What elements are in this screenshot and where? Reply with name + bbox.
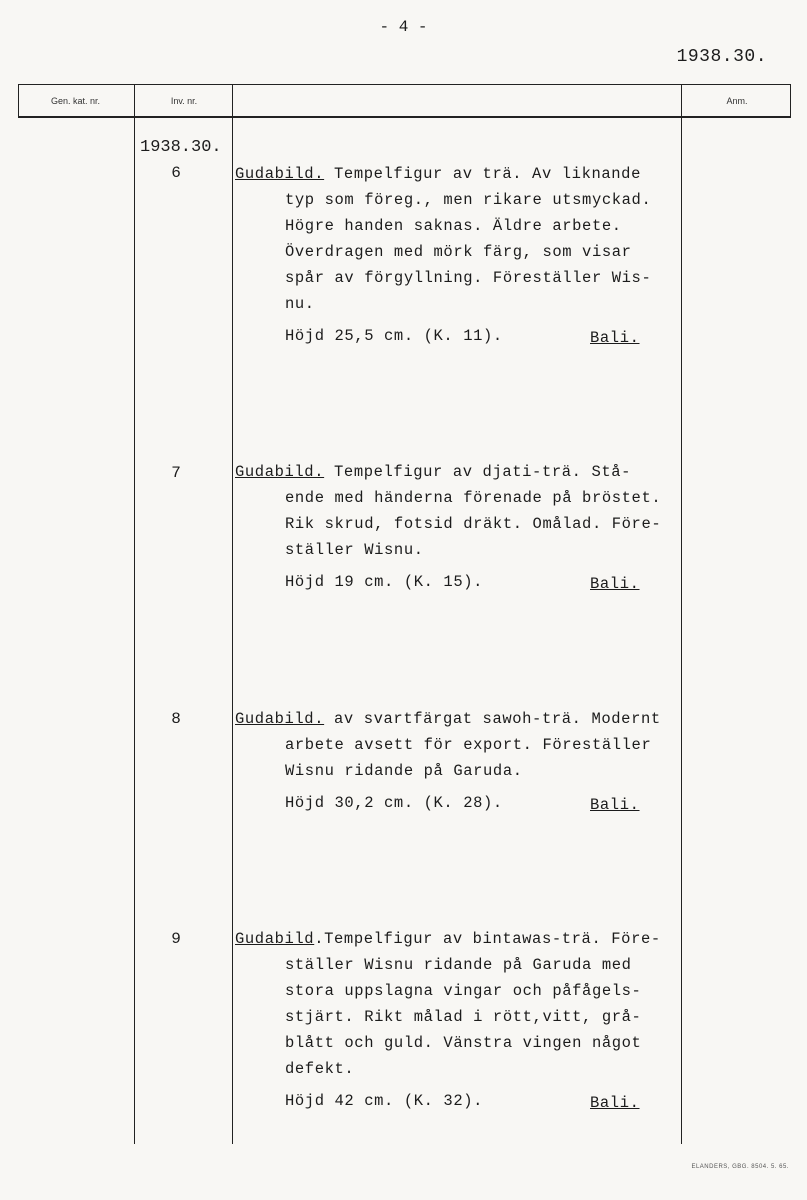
entry-first-line xyxy=(235,926,675,952)
entry-text-line: Högre handen saknas. Äldre arbete. xyxy=(285,217,622,235)
header-reference: 1938.30. xyxy=(676,47,767,67)
entry-first-line xyxy=(235,459,675,485)
entry-origin: Bali. xyxy=(590,1094,640,1112)
header-gen-kat-nr: Gen. kat. nr. xyxy=(50,96,101,106)
dimensions-text: Höjd 19 cm. (K. 15). xyxy=(285,573,484,591)
entry-text-line: ställer Wisnu ridande på Garuda med xyxy=(285,956,632,974)
entry-text-line: Tempelfigur av djati-trä. Stå- xyxy=(324,463,632,481)
catalog-entry-6 xyxy=(235,161,675,349)
inventory-number-8: 8 xyxy=(171,710,181,728)
entry-origin: Bali. xyxy=(590,796,640,814)
entry-text-line: blått och guld. Vänstra vingen något xyxy=(285,1034,642,1052)
printer-imprint: ELANDERS, GBG. 8504. 5. 65. xyxy=(691,1164,789,1170)
entry-text-line: stjärt. Rikt målad i rött,vitt, grå- xyxy=(285,1008,642,1026)
entry-text-line: nu. xyxy=(285,295,315,313)
entry-text-line: Rik skrud, fotsid dräkt. Omålad. Före- xyxy=(285,515,662,533)
entry-text-line: Tempelfigur av trä. Av liknande xyxy=(324,165,641,183)
entry-title: Gudabild xyxy=(235,930,315,948)
entry-text-line: arbete avsett för export. Föreställer xyxy=(285,736,652,754)
entry-dimensions xyxy=(235,1088,675,1114)
entry-title: Gudabild. xyxy=(235,710,325,728)
header-anm: Anm. xyxy=(726,96,748,106)
dimensions-text: Höjd 30,2 cm. (K. 28). xyxy=(285,794,503,812)
entry-origin: Bali. xyxy=(590,575,640,593)
catalog-entry-7 xyxy=(235,459,675,595)
entry-first-line xyxy=(235,706,675,732)
entry-text-line: stora uppslagna vingar och påfågels- xyxy=(285,982,642,1000)
column-divider-text-anm xyxy=(681,84,682,1144)
entry-dimensions xyxy=(235,790,675,816)
entry-title: Gudabild. xyxy=(235,463,325,481)
entry-dimensions xyxy=(235,323,675,349)
entry-text-line: ende med händerna förenade på bröstet. xyxy=(285,489,662,507)
entry-text-line: Överdragen med mörk färg, som visar xyxy=(285,243,632,261)
inventory-year: 1938.30. xyxy=(140,138,222,157)
catalog-entry-9 xyxy=(235,926,675,1114)
entry-text-line: defekt. xyxy=(285,1060,355,1078)
entry-text-line: ställer Wisnu. xyxy=(285,541,424,559)
column-divider-inv-text xyxy=(232,84,233,1144)
page-number: - 4 - xyxy=(379,18,428,36)
entry-text-line: typ som föreg., men rikare utsmyckad. xyxy=(285,191,652,209)
dimensions-text: Höjd 42 cm. (K. 32). xyxy=(285,1092,484,1110)
entry-text-line: spår av förgyllning. Föreställer Wis- xyxy=(285,269,652,287)
entry-origin: Bali. xyxy=(590,329,640,347)
entry-text-line: Wisnu ridande på Garuda. xyxy=(285,762,523,780)
inventory-number-9: 9 xyxy=(171,930,181,948)
entry-first-line xyxy=(235,161,675,187)
entry-text-line: av svartfärgat sawoh-trä. Modernt xyxy=(324,710,661,728)
entry-title: Gudabild. xyxy=(235,165,325,183)
entry-dimensions xyxy=(235,569,675,595)
header-inv-nr: Inv. nr. xyxy=(170,96,198,106)
dimensions-text: Höjd 25,5 cm. (K. 11). xyxy=(285,327,503,345)
inventory-number-6: 6 xyxy=(171,164,181,182)
catalog-entry-8 xyxy=(235,706,675,816)
inventory-number-7: 7 xyxy=(171,464,181,482)
column-divider-gen-inv xyxy=(134,84,135,1144)
entry-text-line: .Tempelfigur av bintawas-trä. Före- xyxy=(314,930,661,948)
